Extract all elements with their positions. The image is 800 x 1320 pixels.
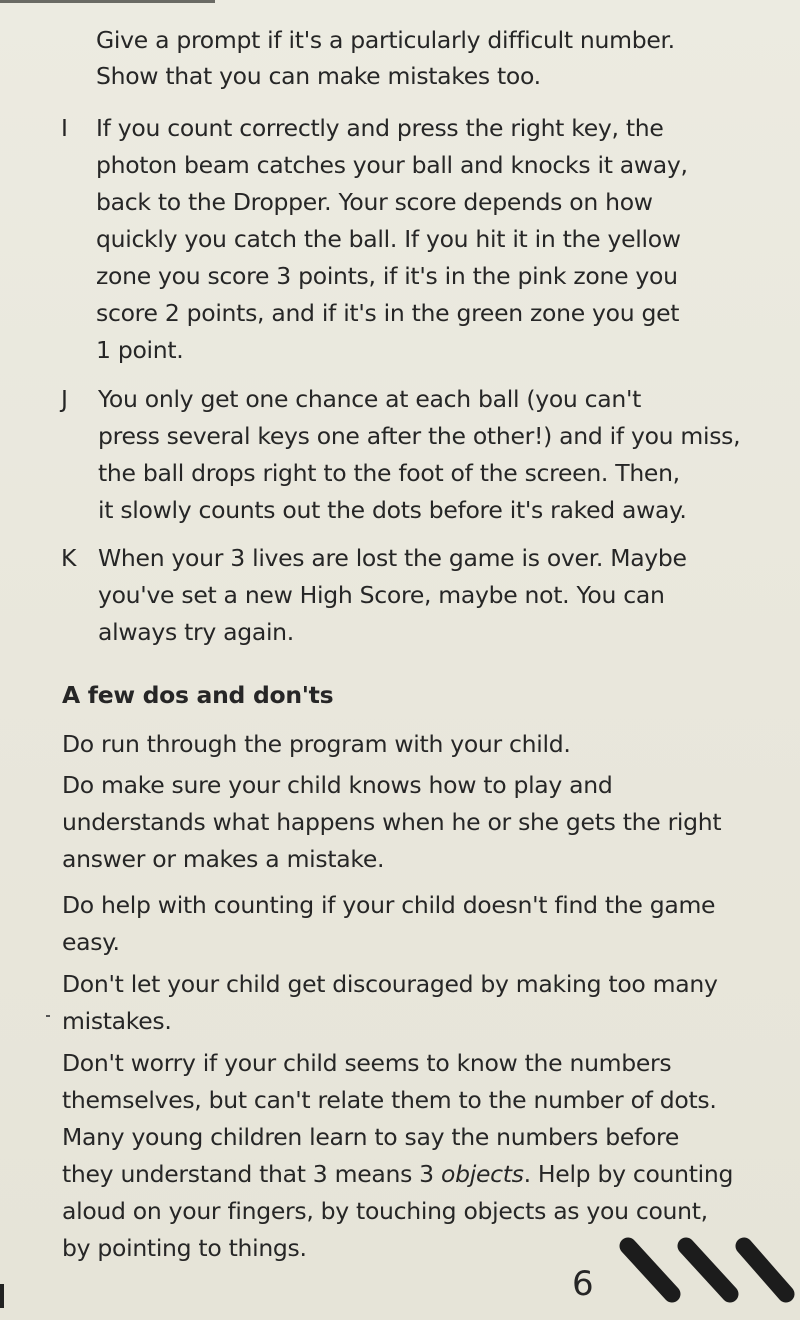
line-text: they understand that 3 means 3 [62, 1160, 442, 1188]
paragraph-line: aloud on your fingers, by touching objects as you count, [62, 1197, 708, 1225]
item-marker-k: K [61, 544, 77, 572]
print-speck [46, 1015, 50, 1017]
item-j-line: it slowly counts out the dots before it's raked away. [98, 496, 687, 524]
item-marker-j: J [61, 385, 68, 413]
paragraph-line: understands what happens when he or she gets the right [62, 808, 722, 836]
intro-line: Show that you can make mistakes too. [96, 62, 541, 90]
paragraph-line: Do run through the program with your child. [62, 730, 571, 758]
paragraph-line: mistakes. [62, 1007, 172, 1035]
item-i-line: score 2 points, and if it's in the green zone you get [96, 299, 680, 327]
paragraph-line: Do help with counting if your child doesn't find the game [62, 891, 716, 919]
item-i-line: back to the Dropper. Your score depends on how [96, 188, 653, 216]
paragraph-line: themselves, but can't relate them to the number of dots. [62, 1086, 717, 1114]
intro-line: Give a prompt if it's a particularly difficult number. [96, 26, 675, 54]
paragraph-line: Do make sure your child knows how to play and [62, 771, 613, 799]
paragraph-line: by pointing to things. [62, 1234, 307, 1262]
item-i-line: If you count correctly and press the right key, the [96, 114, 664, 142]
item-marker-i: I [61, 114, 68, 142]
section-heading: A few dos and don'ts [62, 681, 334, 709]
decorative-stripes-icon [614, 1232, 800, 1320]
item-i-line: photon beam catches your ball and knocks it away, [96, 151, 688, 179]
paragraph-line: Many young children learn to say the numbers before [62, 1123, 680, 1151]
paragraph-line: Don't worry if your child seems to know the numbers [62, 1049, 672, 1077]
item-i-line: zone you score 3 points, if it's in the pink zone you [96, 262, 678, 290]
item-i-line: quickly you catch the ball. If you hit it in the yellow [96, 225, 681, 253]
item-k-line: When your 3 lives are lost the game is over. Maybe [98, 544, 687, 572]
edge-mark [0, 1284, 4, 1308]
item-j-line: You only get one chance at each ball (you can't [98, 385, 642, 413]
item-i-line: 1 point. [96, 336, 184, 364]
emphasized-word: objects [441, 1160, 524, 1188]
item-j-line: the ball drops right to the foot of the screen. Then, [98, 459, 680, 487]
page-number: 6 [572, 1264, 594, 1304]
item-k-line: always try again. [98, 618, 294, 646]
item-j-line: press several keys one after the other!) and if you miss, [98, 422, 741, 450]
item-k-line: you've set a new High Score, maybe not. You can [98, 581, 665, 609]
paragraph-line: Don't let your child get discouraged by making too many [62, 970, 718, 998]
paragraph-line: answer or makes a mistake. [62, 845, 385, 873]
paragraph-line: easy. [62, 928, 120, 956]
line-text: . Help by counting [523, 1160, 734, 1188]
paragraph-line [62, 1156, 733, 1194]
